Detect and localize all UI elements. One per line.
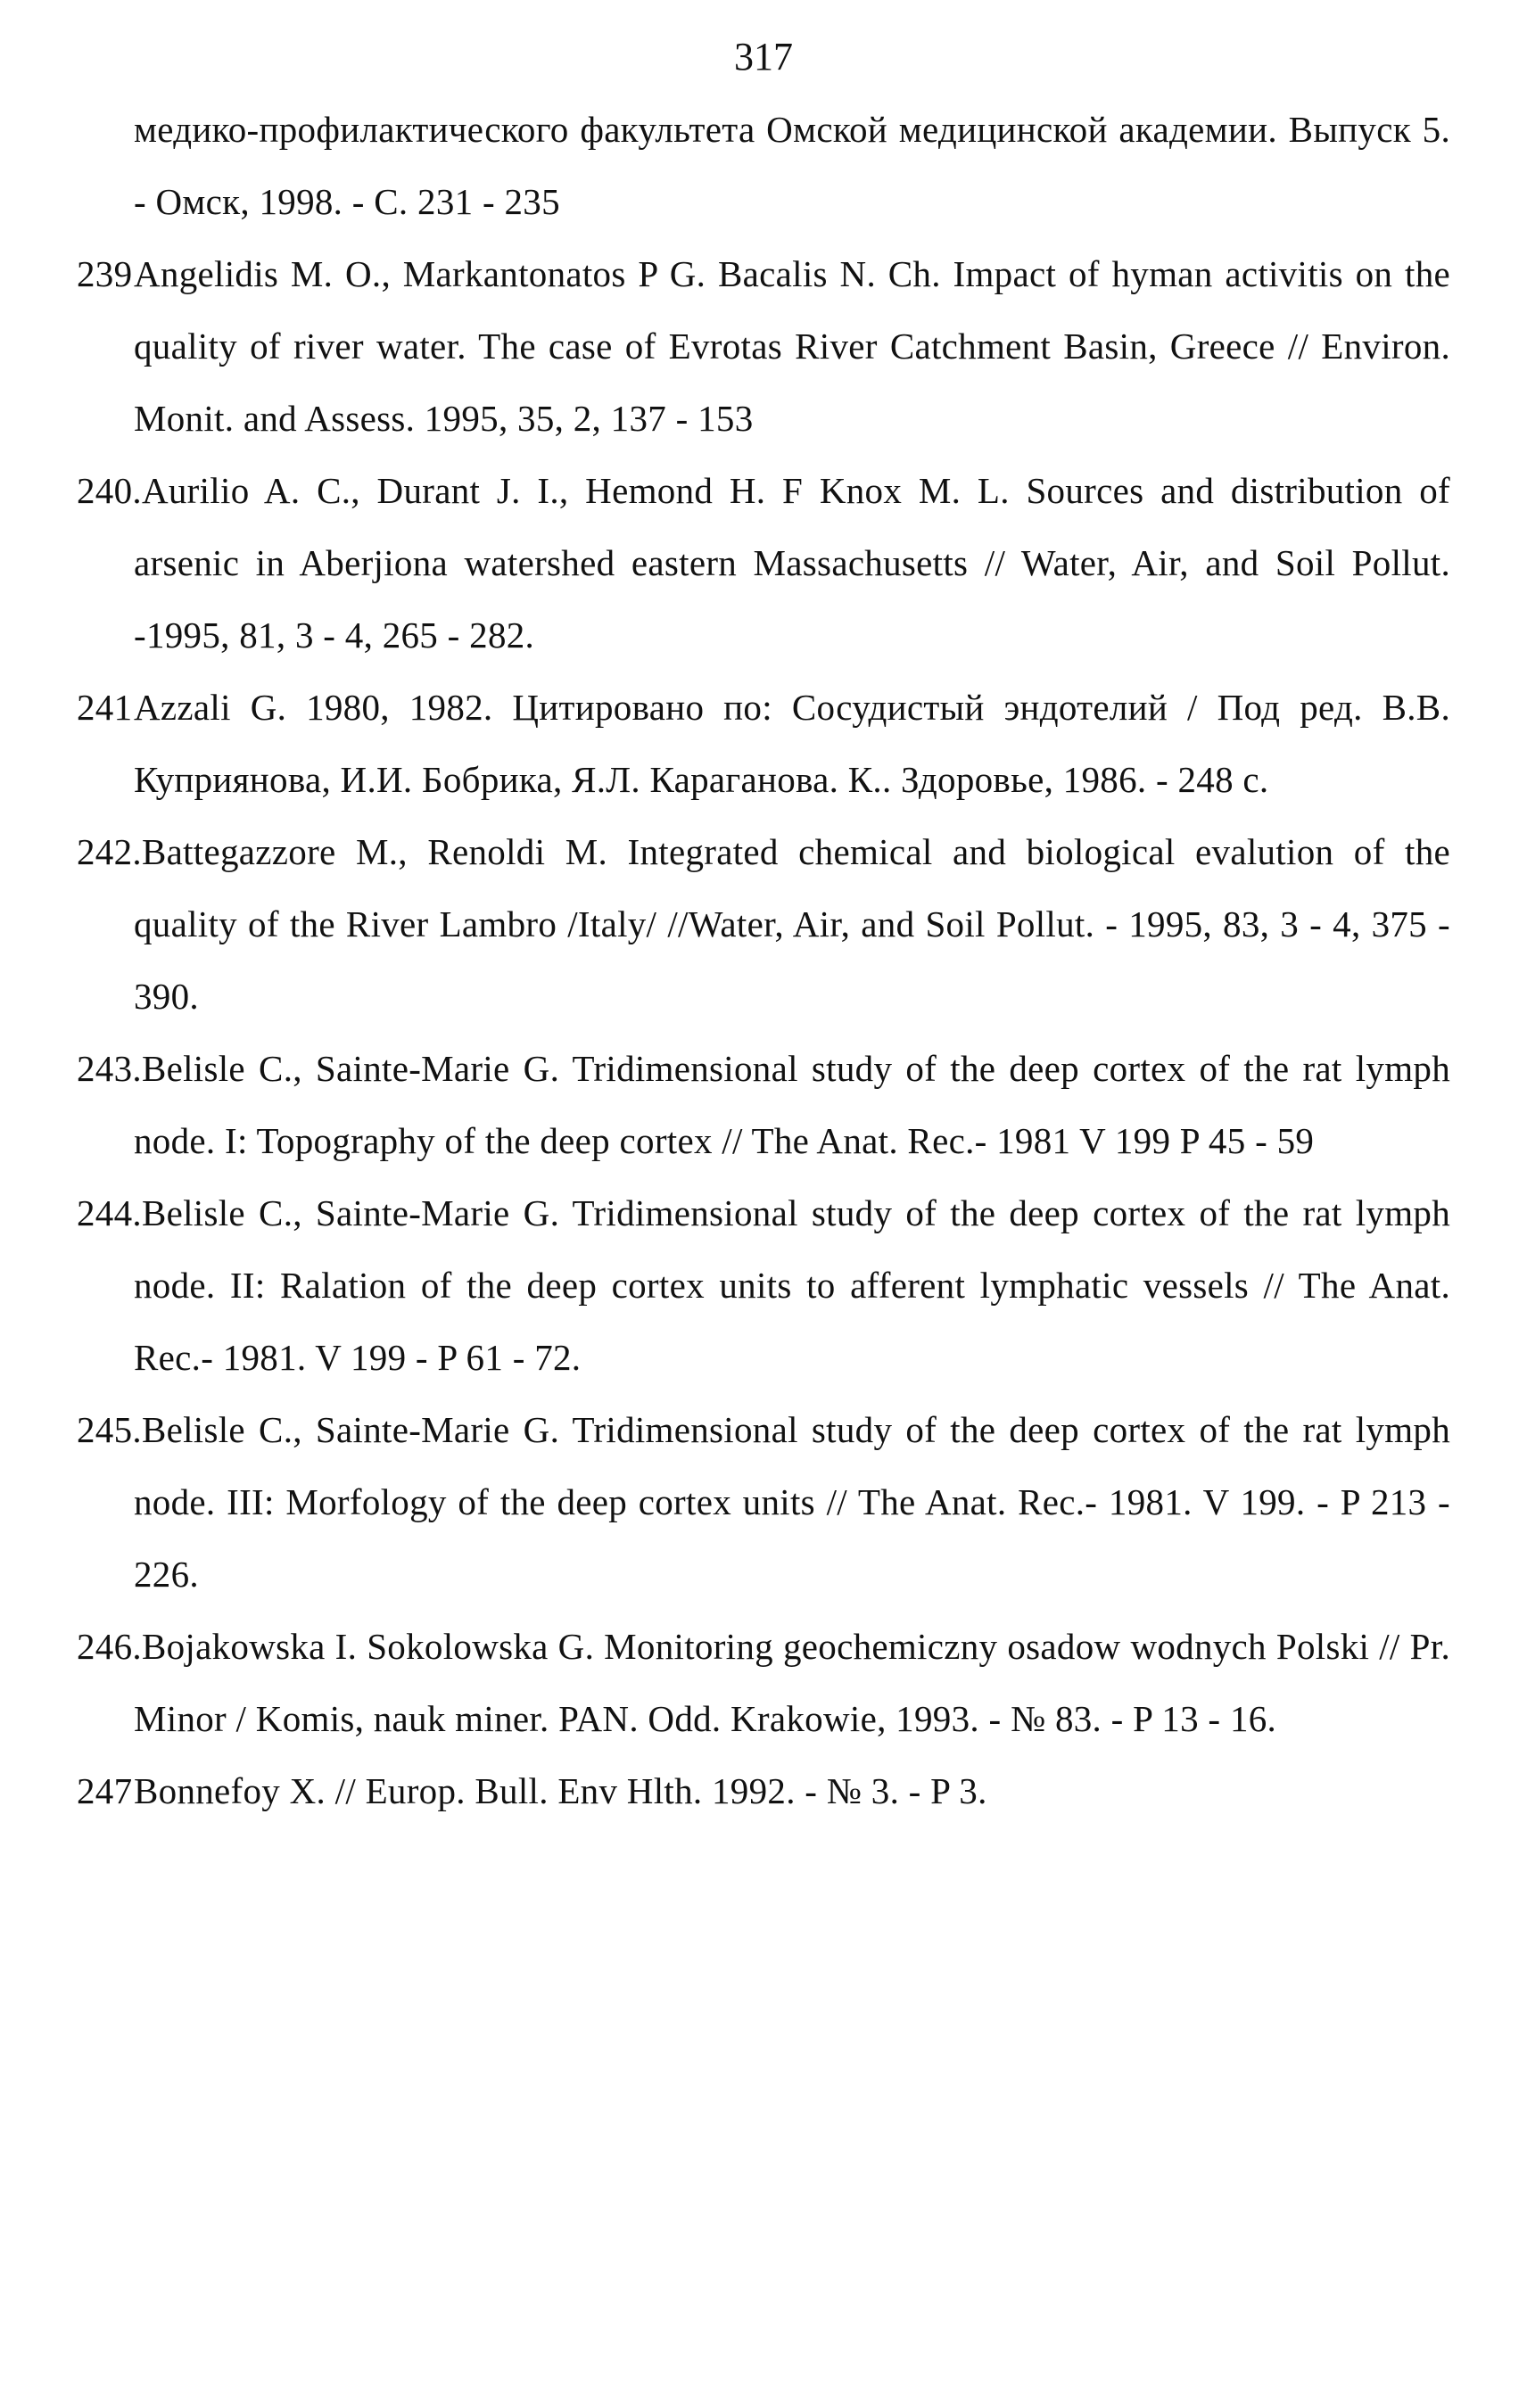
reference-240 xyxy=(77,455,1450,672)
reference-241 xyxy=(77,672,1450,816)
reference-246 xyxy=(77,1611,1450,1755)
reference-list xyxy=(77,94,1450,1827)
reference-text: Bonnefoy X. // Europ. Bull. Env Hlth. 1992. - № 3. - P 3. xyxy=(134,1770,987,1811)
reference-number: 246. xyxy=(77,1626,142,1667)
reference-number: 247 xyxy=(77,1770,133,1811)
page-number: 317 xyxy=(734,35,793,78)
reference-text: Azzali G. 1980, 1982. Цитировано по: Сосудистый эндотелий / Под ред. В.В. Куприянова, И.И. Бобрика, Я.Л. Караганова. К.. Здоровье, 1986. - 248 с. xyxy=(134,687,1450,800)
reference-text: Belisle C., Sainte-Marie G. Tridimensional study of the deep cortex of the rat lymph node. II: Ralation of the deep cortex units to afferent lymphatic vessels // The Anat. Rec.- 1981. V 199 - P 61 - 72. xyxy=(134,1192,1450,1378)
reference-242 xyxy=(77,816,1450,1033)
reference-text: Angelidis M. O., Markantonatos P G. Bacalis N. Ch. Impact of hyman activitis on the quality of river water. The case of Evrotas River Catchment Basin, Greece // Environ. Monit. and Assess. 1995, 35, 2, 137 - 153 xyxy=(134,253,1450,439)
reference-text: Bojakowska I. Sokolowska G. Monitoring geochemiczny osadow wodnych Polski // Pr. Minor / Komis, nauk miner. PAN. Odd. Krakowie, 1993. - № 83. - P 13 - 16. xyxy=(134,1626,1450,1739)
reference-number: 239 xyxy=(77,253,133,294)
reference-text: Battegazzore M., Renoldi M. Integrated chemical and biological evalution of the quality of the River Lambro /Italy/ //Water, Air, and Soil Pollut. - 1995, 83, 3 - 4, 375 - 390. xyxy=(134,831,1450,1017)
reference-text: Belisle C., Sainte-Marie G. Tridimensional study of the deep cortex of the rat lymph node. III: Morfology of the deep cortex units // The Anat. Rec.- 1981. V 199. - P 213 - 226. xyxy=(134,1409,1450,1595)
reference-number: 241 xyxy=(77,687,133,728)
reference-number: 245. xyxy=(77,1409,142,1450)
reference-245 xyxy=(77,1394,1450,1611)
reference-number: 242. xyxy=(77,831,142,872)
reference-number: 243. xyxy=(77,1048,142,1089)
reference-text: Aurilio A. C., Durant J. I., Hemond H. F Knox M. L. Sources and distribution of arsenic in Aberjiona watershed eastern Massachusetts // Water, Air, and Soil Pollut. -1995, 81, 3 - 4, 265 - 282. xyxy=(134,470,1450,656)
reference-247 xyxy=(77,1755,1450,1827)
reference-number: 240. xyxy=(77,470,142,511)
reference-243 xyxy=(77,1033,1450,1177)
reference-244 xyxy=(77,1177,1450,1394)
reference-text: Belisle C., Sainte-Marie G. Tridimensional study of the deep cortex of the rat lymph node. I: Topography of the deep cortex // The Anat. Rec.- 1981 V 199 P 45 - 59 xyxy=(134,1048,1450,1161)
reference-239 xyxy=(77,238,1450,455)
reference-continuation: медико-профилактического факультета Омской медицинской академии. Выпуск 5. - Омск, 1998. - С. 231 - 235 xyxy=(134,109,1450,222)
reference-number: 244. xyxy=(77,1192,142,1233)
